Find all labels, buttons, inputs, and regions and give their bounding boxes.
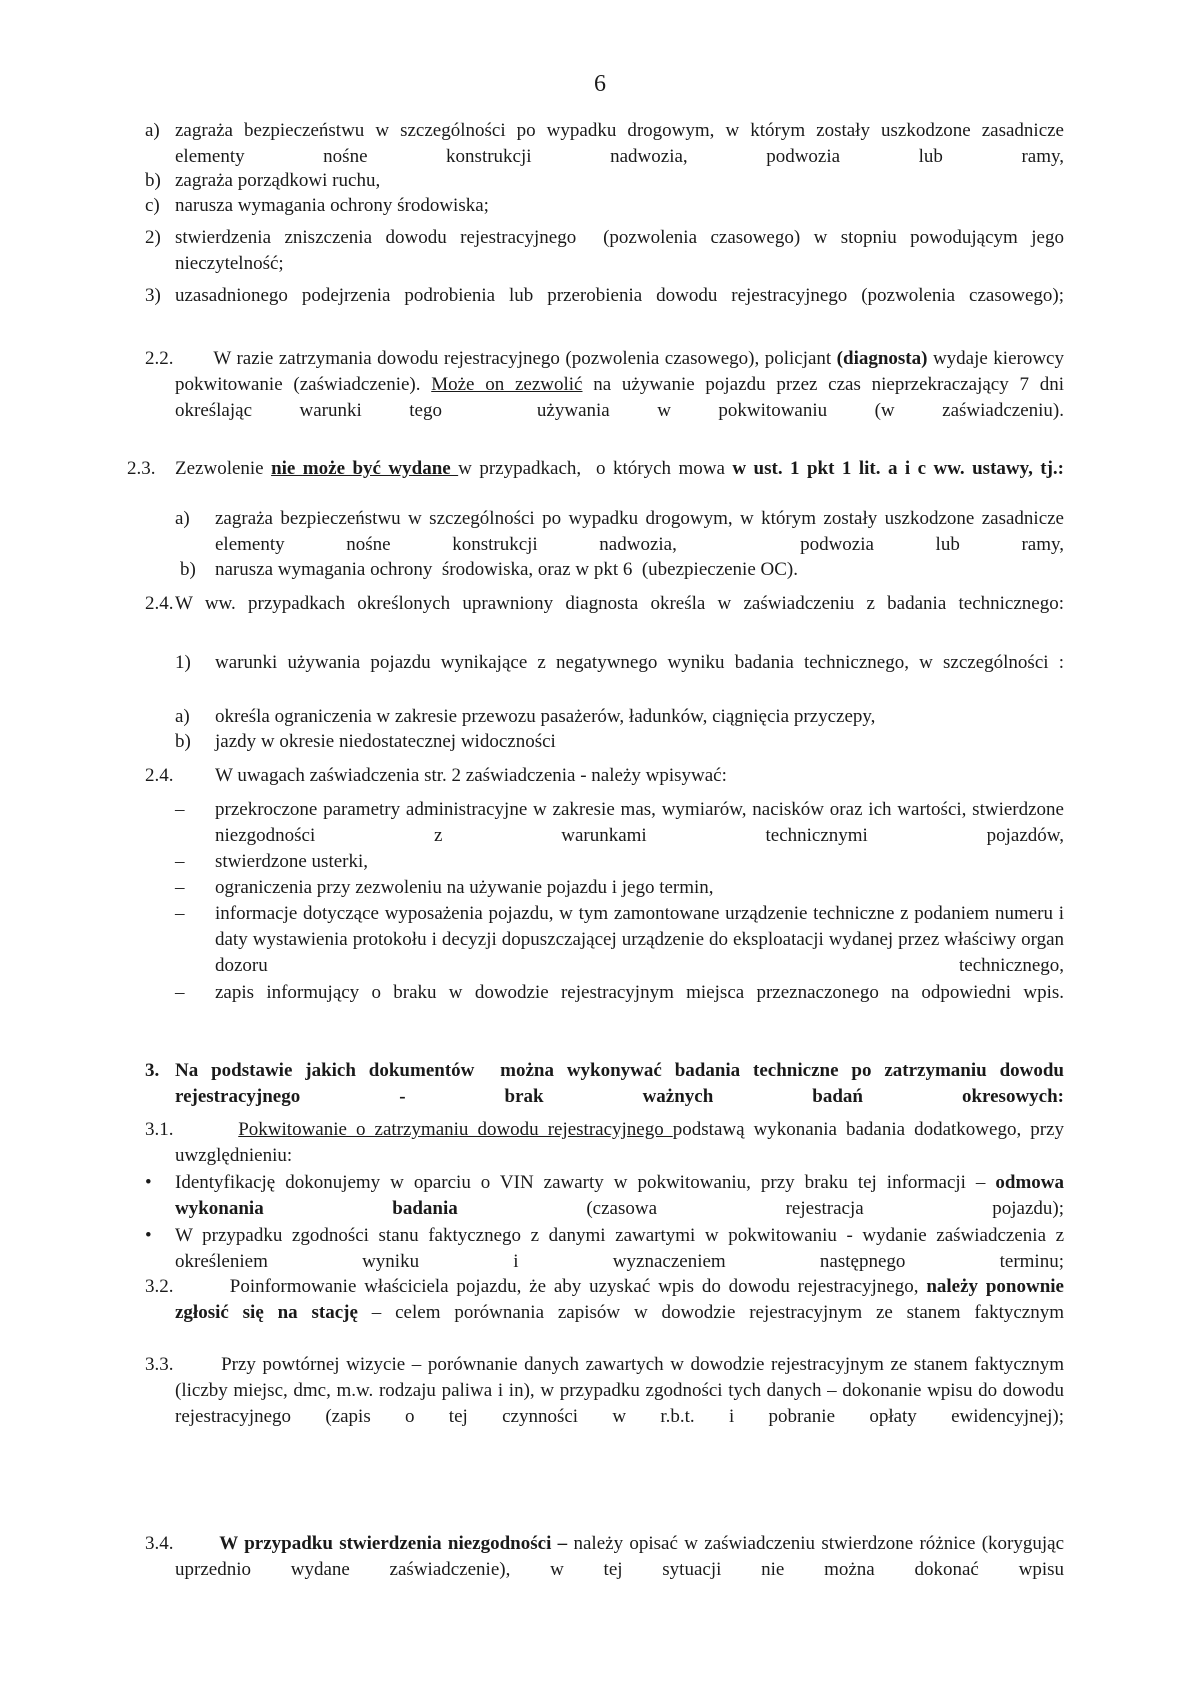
list-item [0,591,1200,643]
list-item [0,557,1200,583]
item-marker: a) [145,120,160,141]
text-run: (diagnosta) [836,348,928,369]
text-run: narusza wymagania ochrony środowiska; [175,195,489,216]
item-marker: • [145,1172,152,1193]
list-item [0,797,1200,849]
item-marker: 3.3. [145,1354,174,1375]
item-marker: 2.2. [145,348,174,369]
page-number: 6 [594,71,606,97]
text-run: Przy powtórnej wizycie – porównanie danych zawartych w dowodzie rejestracyjnym ze stanem faktycznym (liczby miejsc, dmc, m.w. rodzaju paliwa i in), w przypadku zgodności tych danych – dokonanie wpisu do dowodu rejestracyjnego (zapis o tej czynności w r.b.t. i pobranie opłaty ewidencyjnej); [175,1354,1069,1427]
text-run [175,1533,219,1554]
list-item [0,118,1200,170]
text-run: podstawą wykonania badania dodatkowego, przy uwzględnieniu: [175,1119,1069,1166]
item-marker: 2.3. [127,458,156,479]
list-item [0,346,1200,450]
text-run: należy ponownie zgłosić się na stację [175,1276,1069,1323]
text-run: W ww. przypadkach określonych uprawniony diagnosta określa w zaświadczeniu z badania technicznego: [175,593,1064,614]
text-run: Identyfikację dokonujemy w oparciu o VIN zawarty w pokwitowaniu, przy braku tej informacji – [175,1172,996,1193]
list-item [0,168,1200,194]
text-run: zagraża bezpieczeństwu w szczególności po wypadku drogowym, w którym zostały uszkodzone zasadnicze elementy nośne konstrukcji nadwozia, podwozia lub ramy, [175,120,1069,167]
item-text [175,1170,1069,1222]
list-item [0,875,1200,901]
text-run: W uwagach zaświadczenia str. 2 zaświadczenia - należy wpisywać: [215,765,727,786]
list-item [0,763,1200,789]
item-marker: • [145,1225,152,1246]
list-item [0,729,1200,755]
text-run: odmowa wykonania badania [175,1172,1069,1219]
item-text [175,1223,1069,1275]
list-item [0,456,1200,508]
item-text [215,650,1064,702]
item-text [215,901,1069,979]
item-marker: 3.4. [145,1533,174,1554]
item-marker: 2.4. [145,593,174,614]
text-run: narusza wymagania ochrony środowiska, oraz w pkt 6 (ubezpieczenie OC). [215,559,798,580]
text-run: zagraża porządkowi ruchu, [175,170,381,191]
text-run: stwierdzenia zniszczenia dowodu rejestracyjnego (pozwolenia czasowego) w stopniu powodującym jego nieczytelność; [175,227,1069,274]
item-marker: – [175,799,185,820]
item-marker: b) [180,559,196,580]
text-run: stwierdzone usterki, [215,851,369,872]
list-item [0,1058,1200,1110]
text-run: nie może być wydane [271,458,459,479]
text-run: przekroczone parametry administracyjne w zakresie mas, wymiarów, nacisków oraz ich wartości, stwierdzone niezgodności z warunkami technicznymi pojazdów, [215,799,1069,846]
item-text [175,591,1064,643]
item-text [175,193,1064,219]
item-text [175,1274,1069,1352]
item-marker: b) [175,731,191,752]
item-marker: 2) [145,227,161,248]
text-run: określa ograniczenia w zakresie przewozu pasażerów, ładunków, ciągnięcia przyczepy, [215,706,876,727]
item-text [175,1531,1069,1583]
item-text [215,506,1069,558]
text-run [175,1119,238,1140]
item-marker: – [175,877,185,898]
item-text [215,849,1064,875]
list-item [0,193,1200,219]
text-run: (czasowa rejestracja pojazdu); [457,1198,1064,1219]
text-run: W przypadku zgodności stanu faktycznego z danymi zawartymi w pokwitowaniu - wydanie zaświadczenia z określeniem wyniku i wyznaczeniem następnego terminu; [175,1225,1069,1272]
item-marker: – [175,851,185,872]
item-marker: 3. [145,1060,160,1081]
item-marker: a) [175,706,190,727]
text-run: Może on zezwolić [431,374,583,395]
list-item [0,650,1200,702]
list-item [0,1531,1200,1583]
item-text [215,763,1064,789]
item-marker: – [175,903,185,924]
text-run: w ust. 1 pkt 1 lit. a i c ww. ustawy, tj.: [732,458,1064,479]
item-text [175,456,1064,508]
item-text [175,118,1069,170]
list-item [0,506,1200,558]
list-item [0,704,1200,730]
text-run: – celem porównania zapisów w dowodzie rejestracyjnym ze stanem faktycznym [357,1302,1065,1323]
text-run: uzasadnionego podejrzenia podrobienia lub przerobienia dowodu rejestracyjnego (pozwolenia czasowego); [175,285,1064,306]
text-run: ograniczenia przy zezwoleniu na używanie pojazdu i jego termin, [215,877,714,898]
item-text [175,225,1069,277]
list-item [0,1352,1200,1456]
item-marker: a) [175,508,190,529]
text-run: należy opisać w zaświadczeniu stwierdzone różnice (korygując uprzednio wydane zaświadczenie), w tej sytuacji nie można dokonać wpisu [175,1533,1069,1580]
item-text [175,168,1064,194]
list-item [0,1170,1200,1222]
text-run: Poinformowanie właściciela pojazdu, że aby uzyskać wpis do dowodu rejestracyjnego, [175,1276,927,1297]
item-text [215,875,1064,901]
list-item [0,283,1200,335]
text-run: w przypadkach, o których mowa [458,458,733,479]
list-item [0,901,1200,979]
text-run: jazdy w okresie niedostatecznej widoczności [215,731,556,752]
text-run: zagraża bezpieczeństwu w szczególności po wypadku drogowym, w którym zostały uszkodzone zasadnicze elementy nośne konstrukcji nadwozia, podwozia lub ramy, [215,508,1069,555]
item-text [215,557,1064,583]
list-item [0,1274,1200,1352]
item-text [215,704,1064,730]
list-item [0,1223,1200,1275]
item-marker: 3.2. [145,1276,174,1297]
item-marker: 3) [145,285,161,306]
item-text [175,1352,1069,1456]
item-marker: b) [145,170,161,191]
item-marker: – [175,982,185,1003]
text-run: zapis informujący o braku w dowodzie rejestracyjnym miejsca przeznaczonego na odpowiedni wpis. [215,982,1064,1003]
item-text [215,797,1069,849]
list-item [0,980,1200,1032]
item-text [175,283,1064,335]
text-run: W przypadku stwierdzenia niezgodności – [219,1533,568,1554]
text-run: informacje dotyczące wyposażenia pojazdu, w tym zamontowane urządzenie techniczne z podaniem numeru i daty wystawienia protokołu i decyzji dopuszczającej urządzenie do eksploatacji wydanej przez właściwy organ dozoru technicznego, [215,903,1069,976]
text-run: Pokwitowanie o zatrzymaniu dowodu rejestracyjnego [238,1119,673,1140]
item-marker: 2.4. [145,765,174,786]
item-marker: 3.1. [145,1119,174,1140]
list-item [0,1117,1200,1169]
item-text [215,729,1064,755]
list-item [0,849,1200,875]
text-run: warunki używania pojazdu wynikające z negatywnego wyniku badania technicznego, w szczególności : [215,652,1064,673]
item-marker: c) [145,195,160,216]
text-run: wydaje kierowcy pokwitowanie (zaświadczenie). [175,348,1069,395]
text-run: W razie zatrzymania dowodu rejestracyjnego (pozwolenia czasowego), policjant [175,348,837,369]
item-text [175,1117,1069,1169]
item-text [175,1058,1069,1110]
list-item [0,225,1200,277]
text-run: na używanie pojazdu przez czas nieprzekraczający 7 dni określając warunki tego używania w pokwitowaniu (w zaświadczeniu). [175,374,1069,421]
item-text [215,980,1064,1032]
item-marker: 1) [175,652,191,673]
text-run: Zezwolenie [175,458,272,479]
text-run: Na podstawie jakich dokumentów można wykonywać badania techniczne po zatrzymaniu dowodu rejestracyjnego - brak ważnych badań okresowych: [175,1060,1069,1107]
item-text [175,346,1069,450]
